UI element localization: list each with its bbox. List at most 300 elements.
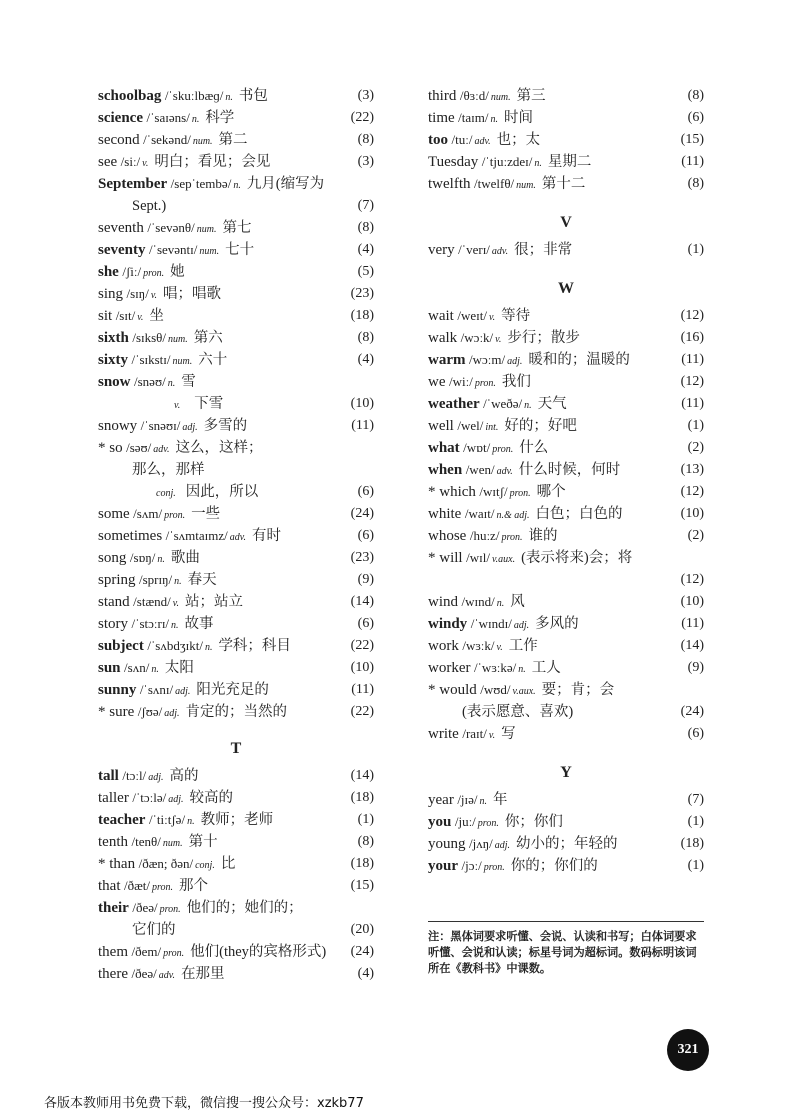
entry-pos: num. — [192, 136, 213, 147]
entry-meaning-cont: 下雪 — [194, 396, 224, 412]
entry-word: spring — [98, 572, 136, 588]
spacer — [98, 723, 374, 733]
entry-meaning: 高的 — [169, 768, 199, 784]
glossary-entry — [428, 723, 704, 745]
entry-meaning: 多风的 — [535, 616, 579, 632]
entry-word: teacher — [98, 812, 146, 828]
glossary-entry — [98, 831, 374, 853]
entry-meaning: 站；站立 — [184, 594, 243, 610]
entry-word: Tuesday — [428, 154, 479, 170]
glossary-entry — [428, 393, 704, 415]
entry-meaning: 他们的；她们的； — [186, 900, 303, 916]
glossary-entry — [98, 261, 374, 283]
entry-lesson: (24) — [680, 704, 704, 719]
entry-phonetic: /ˈwɜːkə/ — [473, 660, 517, 675]
glossary-entry — [98, 503, 374, 525]
entry-meaning: 她 — [170, 264, 185, 280]
entry-pos: num. — [516, 180, 536, 191]
entry-phonetic: /ˈsʌmtaɪmz/ — [165, 528, 228, 543]
spacer — [428, 195, 704, 207]
glossary-entry — [98, 941, 374, 963]
entry-word: write — [428, 726, 459, 742]
entry-pos: adv. — [496, 466, 513, 477]
entry-word: tenth — [98, 834, 128, 850]
glossary-entry — [98, 283, 374, 305]
entry-lesson: (20) — [350, 922, 374, 937]
page-number-badge: 321 — [667, 1029, 709, 1071]
entry-phonetic: /ˈverɪ/ — [458, 242, 490, 257]
entry-continuation — [98, 459, 374, 481]
entry-pos: n.& adj. — [496, 510, 530, 521]
entry-word: windy — [428, 616, 468, 632]
entry-word: that — [98, 878, 121, 894]
entry-meaning: 九月(缩写为 — [246, 176, 325, 192]
glossary-entry — [98, 853, 374, 875]
entry-meaning-cont: 那么，那样 — [132, 462, 205, 478]
glossary-entry — [98, 371, 374, 393]
entry-lesson: (18) — [350, 790, 374, 805]
entry-word: twelfth — [428, 176, 471, 192]
entry-phonetic: /twelfθ/ — [474, 176, 515, 191]
entry-meaning: 你的；你们的 — [510, 858, 598, 874]
entry-word: taller — [98, 790, 129, 806]
glossary-entry — [98, 787, 374, 809]
entry-phonetic: /ðeə/ — [132, 900, 158, 915]
entry-word: some — [98, 506, 130, 522]
glossary-entry — [98, 679, 374, 701]
entry-word: * will — [428, 550, 463, 566]
entry-meaning: 谁的 — [528, 528, 558, 544]
entry-continuation — [98, 481, 374, 503]
entry-meaning: 唱；唱歌 — [163, 286, 222, 302]
entry-lesson: (24) — [350, 944, 374, 959]
entry-pos: n. — [171, 620, 179, 631]
entry-word: warm — [428, 352, 466, 368]
entry-lesson: (22) — [350, 110, 374, 125]
entry-phonetic: /snəʊ/ — [134, 374, 166, 389]
entry-phonetic: /ˈsevənθ/ — [147, 220, 195, 235]
entry-pos: n. — [151, 664, 159, 675]
entry-meaning: 那个 — [179, 878, 209, 894]
entry-meaning: 歌曲 — [170, 550, 200, 566]
entry-word: sun — [98, 660, 121, 676]
entry-phonetic: /ˈsevəntɪ/ — [149, 242, 198, 257]
entry-lesson: (4) — [357, 242, 374, 257]
entry-phonetic: /jɔː/ — [461, 858, 482, 873]
entry-pos: adj. — [164, 708, 180, 719]
entry-phonetic: /ðem/ — [131, 944, 162, 959]
entry-pos: n. — [518, 664, 526, 675]
entry-meaning: 六十 — [198, 352, 228, 368]
entry-lesson: (1) — [357, 812, 374, 827]
entry-phonetic: /tenθ/ — [131, 834, 161, 849]
entry-phonetic: /tuː/ — [451, 132, 473, 147]
entry-phonetic: /taɪm/ — [458, 110, 489, 125]
entry-phonetic: /wiː/ — [449, 374, 473, 389]
entry-pos: v. — [137, 312, 144, 323]
entry-meaning: 等待 — [501, 308, 531, 324]
entry-meaning: 书包 — [238, 88, 268, 104]
entry-continuation — [98, 919, 374, 941]
entry-meaning: 步行；散步 — [507, 330, 580, 346]
entry-pos: adj. — [494, 840, 511, 851]
entry-lesson: (22) — [350, 638, 374, 653]
footnote: 注：黑体词要求听懂、会说、认读和书写；白体词要求听懂、会说和认读；标星号词为超标词。数码标明该词所在《教科书》中课数。 — [428, 930, 697, 975]
entry-pos: adv. — [474, 136, 491, 147]
entry-word: you — [428, 814, 452, 830]
glossary-entry — [428, 129, 704, 151]
entry-word: their — [98, 900, 129, 916]
entry-phonetic: /ðæn; ðən/ — [138, 856, 194, 871]
entry-phonetic: /ˈsʌbdʒɪkt/ — [147, 638, 203, 653]
entry-pos: v. — [142, 158, 149, 169]
entry-lesson: (4) — [357, 966, 374, 981]
entry-continuation — [98, 393, 374, 415]
entry-word: stand — [98, 594, 130, 610]
entry-pos: v. — [488, 730, 496, 741]
entry-meaning: 年 — [493, 792, 508, 808]
entry-phonetic: /θɜːd/ — [459, 88, 489, 103]
entry-lesson: (5) — [357, 264, 374, 279]
glossary-entry — [98, 635, 374, 657]
entry-pos: adj. — [513, 620, 530, 631]
entry-lesson: (8) — [357, 220, 374, 235]
entry-phonetic: /ˈsʌnɪ/ — [139, 682, 174, 697]
entry-meaning: 一些 — [191, 506, 221, 522]
glossary-entry — [428, 481, 704, 503]
entry-meaning: 风 — [510, 594, 525, 610]
entry-meaning: 坐 — [149, 308, 164, 324]
entry-lesson: (18) — [350, 856, 374, 871]
section-letter: T — [230, 740, 242, 757]
entry-pos: n. — [233, 180, 241, 191]
section-letter: V — [560, 214, 572, 231]
entry-phonetic: /wel/ — [457, 418, 484, 433]
download-footer: 各版本教师用书免费下载，微信搜一搜公众号：xzkb77 — [44, 1096, 364, 1111]
entry-pos: v.aux. — [512, 686, 536, 697]
entry-continuation — [428, 569, 704, 591]
entry-lesson: (11) — [681, 154, 704, 169]
entry-lesson: (2) — [687, 528, 704, 543]
entry-pos: pron. — [492, 444, 514, 455]
entry-pos: pron. — [143, 268, 165, 279]
entry-meaning: 星期二 — [547, 154, 592, 170]
glossary-entry — [428, 151, 704, 173]
entry-pos: int. — [485, 422, 499, 433]
entry-phonetic: /ˈweðə/ — [483, 396, 523, 411]
glossary-entry — [98, 591, 374, 613]
glossary-entry — [98, 765, 374, 787]
entry-meaning: 幼小的；年轻的 — [516, 836, 618, 852]
entry-word: work — [428, 638, 459, 654]
glossary-entry — [428, 591, 704, 613]
glossary-entry — [98, 305, 374, 327]
glossary-entry — [428, 679, 704, 701]
entry-phonetic: /tɔːl/ — [122, 768, 147, 783]
entry-meaning-cont: (表示愿意、喜欢) — [462, 704, 574, 720]
glossary-entry — [428, 657, 704, 679]
entry-word: whose — [428, 528, 467, 544]
glossary-entry — [98, 173, 374, 195]
entry-word: too — [428, 132, 448, 148]
entry-word: them — [98, 944, 128, 960]
entry-lesson: (14) — [350, 594, 374, 609]
entry-pos: n. — [157, 554, 165, 565]
entry-lesson: (13) — [680, 462, 704, 477]
entry-word: * sure — [98, 704, 135, 720]
entry-lesson: (11) — [351, 418, 374, 433]
entry-lesson: (14) — [680, 638, 704, 653]
glossary-entry — [98, 525, 374, 547]
entry-word: when — [428, 462, 463, 478]
entry-lesson: (3) — [357, 154, 374, 169]
entry-pos: pron. — [152, 882, 174, 893]
entry-pos: n. — [496, 598, 505, 609]
glossary-entry — [428, 107, 704, 129]
entry-lesson: (7) — [357, 198, 374, 213]
entry-lesson: (18) — [680, 836, 704, 851]
entry-word: sixth — [98, 330, 129, 346]
entry-phonetic: /ˈwɪndɪ/ — [470, 616, 512, 631]
entry-phonetic: /wen/ — [465, 462, 495, 477]
entry-meaning: 阳光充足的 — [196, 682, 269, 698]
entry-lesson: (18) — [350, 308, 374, 323]
entry-phonetic: /wɜːk/ — [462, 638, 495, 653]
entry-phonetic: /ˈsɪkstɪ/ — [131, 352, 171, 367]
entry-pos: v. — [496, 642, 503, 653]
entry-pos: adv. — [229, 532, 246, 543]
entry-lesson: (8) — [357, 330, 374, 345]
entry-meaning: 科学 — [205, 110, 235, 126]
entry-meaning: 故事 — [184, 616, 214, 632]
entry-word: see — [98, 154, 118, 170]
entry-pos: adv. — [153, 444, 170, 455]
entry-meaning: 暖和的；温暖的 — [528, 352, 630, 368]
entry-word: worker — [428, 660, 471, 676]
entry-meaning: 七十 — [225, 242, 255, 258]
glossary-entry — [98, 809, 374, 831]
entry-meaning: 你；你们 — [504, 814, 563, 830]
entry-phonetic: /raɪt/ — [462, 726, 487, 741]
entry-pos: n. — [225, 92, 233, 103]
entry-phonetic: /ˈtɔːlə/ — [132, 790, 167, 805]
entry-pos: v. — [495, 334, 502, 345]
entry-lesson: (9) — [357, 572, 374, 587]
entry-meaning: 春天 — [187, 572, 217, 588]
entry-meaning: 比 — [220, 856, 236, 872]
spacer — [428, 745, 704, 757]
entry-pos: pron. — [163, 948, 185, 959]
glossary-entry — [428, 635, 704, 657]
entry-phonetic: /sepˈtembə/ — [170, 176, 232, 191]
entry-continuation — [428, 701, 704, 723]
section-letter: Y — [560, 764, 572, 781]
entry-meaning: 写 — [501, 726, 516, 742]
glossary-entry — [428, 239, 704, 261]
entry-meaning: 工人 — [531, 660, 561, 676]
entry-word: weather — [428, 396, 480, 412]
entry-meaning: 他们(they的宾格形式) — [190, 944, 327, 960]
entry-phonetic: /ˈsaɪəns/ — [146, 110, 190, 125]
entry-word: sixty — [98, 352, 128, 368]
entry-lesson: (3) — [357, 88, 374, 103]
entry-word: young — [428, 836, 466, 852]
entry-meaning: 第六 — [193, 330, 223, 346]
entry-pos: adj. — [168, 794, 184, 805]
entry-word: walk — [428, 330, 458, 346]
glossary-entry — [98, 327, 374, 349]
entry-phonetic: /sɒŋ/ — [129, 550, 156, 565]
entry-phonetic: /wɔːk/ — [460, 330, 494, 345]
entry-word: second — [98, 132, 140, 148]
entry-meaning: 肯定的；当然的 — [185, 704, 287, 720]
entry-phonetic: /ˈtjuːzdeɪ/ — [481, 154, 533, 169]
entry-pos: pron. — [164, 510, 186, 521]
entry-meaning: 第七 — [222, 220, 252, 236]
entry-meaning: 我们 — [501, 374, 531, 390]
entry-pos: n. — [167, 378, 176, 389]
glossary-entry — [428, 437, 704, 459]
glossary-entry — [98, 217, 374, 239]
entry-phonetic: /ˈsekənd/ — [143, 132, 191, 147]
entry-word: September — [98, 176, 168, 192]
entry-lesson: (6) — [687, 726, 704, 741]
entry-meaning: 第十 — [188, 834, 218, 850]
entry-pos: pron. — [474, 378, 496, 389]
entry-meaning: 工作 — [508, 638, 538, 654]
entry-phonetic: /stænd/ — [133, 594, 171, 609]
entry-word: very — [428, 242, 455, 258]
entry-pos: adj. — [148, 772, 164, 783]
entry-pos: adv. — [158, 970, 175, 981]
entry-meaning: 在那里 — [180, 966, 225, 982]
entry-word: snow — [98, 374, 131, 390]
entry-phonetic: /ˈstɔːrɪ/ — [131, 616, 170, 631]
entry-meaning-cont: 它们的 — [132, 922, 176, 938]
glossary-entry — [98, 547, 374, 569]
entry-pos: adj. — [507, 356, 523, 367]
glossary-entry — [98, 897, 374, 919]
entry-pos: n. — [204, 642, 213, 653]
glossary-entry — [428, 305, 704, 327]
entry-meaning-cont: 因此，所以 — [185, 484, 259, 500]
entry-lesson: (10) — [350, 396, 374, 411]
entry-phonetic: /wɪnd/ — [461, 594, 495, 609]
glossary-entry — [428, 525, 704, 547]
entry-phonetic: /sɪt/ — [115, 308, 136, 323]
entry-lesson: (7) — [687, 792, 704, 807]
entry-pos: v. — [174, 400, 181, 411]
entry-pos: num. — [196, 224, 217, 235]
entry-word: snowy — [98, 418, 138, 434]
entry-phonetic: /jʌŋ/ — [469, 836, 493, 851]
entry-phonetic: /weɪt/ — [457, 308, 487, 323]
entry-pos: num. — [168, 334, 188, 345]
glossary-entry — [98, 85, 374, 107]
glossary-entry — [98, 701, 374, 723]
entry-pos: adj. — [182, 422, 198, 433]
entry-meaning: 哪个 — [536, 484, 566, 500]
entry-lesson: (10) — [680, 594, 704, 609]
entry-word: what — [428, 440, 460, 456]
entry-pos: adj. — [175, 686, 191, 697]
entry-lesson: (10) — [350, 660, 374, 675]
entry-lesson: (12) — [680, 572, 704, 587]
glossary-entry — [428, 503, 704, 525]
entry-lesson: (2) — [687, 440, 704, 455]
entry-lesson: (16) — [680, 330, 704, 345]
entry-word: she — [98, 264, 119, 280]
glossary-entry — [428, 349, 704, 371]
entry-meaning: 好的；好吧 — [504, 418, 577, 434]
entry-word: sometimes — [98, 528, 163, 544]
entry-meaning: 也；太 — [496, 132, 541, 148]
entry-lesson: (12) — [680, 484, 704, 499]
entry-lesson: (6) — [357, 616, 374, 631]
entry-meaning: 时间 — [504, 110, 534, 126]
entry-meaning: 雪 — [181, 374, 196, 390]
entry-phonetic: /sprɪŋ/ — [139, 572, 173, 587]
entry-phonetic: /wɪtʃ/ — [479, 484, 508, 499]
entry-pos: pron. — [501, 532, 523, 543]
entry-lesson: (8) — [687, 88, 704, 103]
glossary-entry — [98, 349, 374, 371]
entry-meaning: 学科；科目 — [218, 638, 291, 654]
entry-pos: conj. — [156, 488, 176, 499]
entry-pos: pron. — [159, 904, 181, 915]
entry-phonetic: /ʃʊə/ — [137, 704, 163, 719]
entry-word: sing — [98, 286, 124, 302]
entry-lesson: (9) — [687, 660, 704, 675]
entry-phonetic: /waɪt/ — [464, 506, 495, 521]
entry-lesson: (11) — [351, 682, 374, 697]
entry-word: well — [428, 418, 454, 434]
entry-meaning: 很；非常 — [514, 242, 573, 258]
entry-meaning: 白色；白色的 — [535, 506, 623, 522]
entry-lesson: (11) — [681, 616, 704, 631]
glossary-entry — [98, 613, 374, 635]
entry-meaning: 太阳 — [164, 660, 194, 676]
entry-meaning: 什么 — [519, 440, 549, 456]
entry-pos: n. — [174, 576, 182, 587]
entry-pos: n. — [534, 158, 542, 169]
glossary-entry — [428, 855, 704, 877]
glossary-entry — [98, 875, 374, 897]
spacer — [428, 261, 704, 273]
glossary-entry — [428, 415, 704, 437]
entry-lesson: (22) — [350, 704, 374, 719]
entry-word: song — [98, 550, 127, 566]
entry-pos: pron. — [477, 818, 499, 829]
entry-word: seventy — [98, 242, 146, 258]
entry-pos: num. — [172, 356, 193, 367]
entry-meaning: 教师；老师 — [200, 812, 274, 828]
glossary-entry — [428, 327, 704, 349]
entry-pos: conj. — [195, 860, 215, 871]
entry-pos: v. — [150, 290, 158, 301]
glossary-entry — [98, 129, 374, 151]
entry-word: seventh — [98, 220, 144, 236]
left-column — [98, 85, 374, 985]
note-divider — [428, 921, 704, 922]
entry-word: sit — [98, 308, 113, 324]
entry-phonetic: /huːz/ — [469, 528, 500, 543]
entry-phonetic: /ˈskuːlbæɡ/ — [164, 88, 224, 103]
entry-lesson: (23) — [350, 550, 374, 565]
entry-lesson: (14) — [350, 768, 374, 783]
glossary-entry — [428, 547, 704, 569]
entry-meaning: 这么，这样； — [175, 440, 263, 456]
